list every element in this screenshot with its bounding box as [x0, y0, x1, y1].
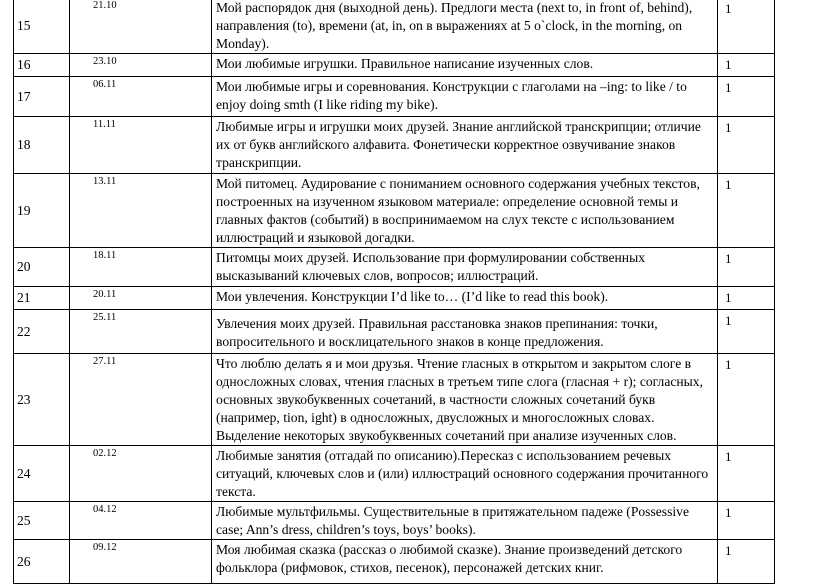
- table-row: [14, 502, 775, 540]
- lesson-date: 11.11: [70, 117, 212, 174]
- lesson-topic: Увлечения моих друзей. Правильная расстановка знаков препинания: точки, вопросительного и восклицательного знаков в конце предложения.: [212, 310, 718, 354]
- lesson-date: 04.12: [70, 502, 212, 540]
- lesson-topic: Любимые занятия (отгадай по описанию).Пересказ с использованием речевых ситуаций, ключевых слов и (или) иллюстраций основного содержания прочитанного текста.: [212, 446, 718, 502]
- lesson-hours: 1: [718, 77, 775, 117]
- lesson-date: 06.11: [70, 77, 212, 117]
- table-row: [14, 54, 775, 77]
- lesson-hours: 1: [718, 54, 775, 77]
- lesson-topic: Мои любимые игры и соревнования. Конструкции с глаголами на –ing: to like / to enjoy doing smth (I like riding my bike).: [212, 77, 718, 117]
- table-row: [14, 446, 775, 502]
- table-row: [14, 77, 775, 117]
- lesson-topic: Любимые мультфильмы. Существительные в притяжательном падеже (Possessive case; Ann’s dress, children’s toys, boys’ books).: [212, 502, 718, 540]
- lesson-date: 13.11: [70, 174, 212, 248]
- lesson-plan-table: [13, 0, 775, 584]
- lesson-hours: 1: [718, 117, 775, 174]
- lesson-hours: 1: [718, 0, 775, 54]
- lesson-topic: Моя любимая сказка (рассказ о любимой сказке). Знание произведений детского фольклора (рифмовок, стихов, песенок), персонажей детских книг.: [212, 540, 718, 584]
- lesson-number: 22: [14, 310, 70, 354]
- lesson-hours: 1: [718, 174, 775, 248]
- lesson-number: 24: [14, 446, 70, 502]
- lesson-number: 26: [14, 540, 70, 584]
- lesson-date: 23.10: [70, 54, 212, 77]
- table-row: [14, 540, 775, 584]
- lesson-number: 23: [14, 354, 70, 446]
- lesson-date: 27.11: [70, 354, 212, 446]
- table-row: [14, 0, 775, 54]
- lesson-hours: 1: [718, 310, 775, 354]
- lesson-hours: 1: [718, 502, 775, 540]
- lesson-number: 18: [14, 117, 70, 174]
- lesson-topic: Мой распорядок дня (выходной день). Предлоги места (next to, in front of, behind), направления (to), времени (at, in, on в выражениях at 5 o`clock, in the morning, on Monday).: [212, 0, 718, 54]
- lesson-date: 21.10: [70, 0, 212, 54]
- lesson-number: 17: [14, 77, 70, 117]
- lesson-date: 18.11: [70, 248, 212, 287]
- lesson-date: 20.11: [70, 287, 212, 310]
- lesson-date: 02.12: [70, 446, 212, 502]
- lesson-number: 25: [14, 502, 70, 540]
- lesson-hours: 1: [718, 354, 775, 446]
- table-row: [14, 354, 775, 446]
- lesson-hours: 1: [718, 540, 775, 584]
- table-row: [14, 310, 775, 354]
- table-row: [14, 117, 775, 174]
- lesson-hours: 1: [718, 446, 775, 502]
- table-row: [14, 287, 775, 310]
- lesson-number: 21: [14, 287, 70, 310]
- lesson-topic: Любимые игры и игрушки моих друзей. Знание английской транскрипции; отличие их от букв английского алфавита. Фонетически корректное озвучивание знаков транскрипции.: [212, 117, 718, 174]
- lesson-hours: 1: [718, 248, 775, 287]
- table-row: [14, 248, 775, 287]
- lesson-topic: Мои любимые игрушки. Правильное написание изученных слов.: [212, 54, 718, 77]
- lesson-date: 25.11: [70, 310, 212, 354]
- lesson-number: 20: [14, 248, 70, 287]
- lesson-topic: Питомцы моих друзей. Использование при формулировании собственных высказываний ключевых слов, вопросов; иллюстраций.: [212, 248, 718, 287]
- lesson-number: 19: [14, 174, 70, 248]
- table-row: [14, 174, 775, 248]
- lesson-topic: Что люблю делать я и мои друзья. Чтение гласных в открытом и закрытом слоге в односложных словах, чтения гласных в третьем типе слога (гласная + r); согласных, основных звукобуквенных сочетаний, в частности сложных сочетаний букв (например, tion, ight) в односложных, двусложных и многосложных словах. Выделение некоторых звукобуквенных сочетаний при анализе изученных слов.: [212, 354, 718, 446]
- lesson-number: 15: [14, 0, 70, 54]
- lesson-number: 16: [14, 54, 70, 77]
- lesson-topic: Мои увлечения. Конструкции I’d like to… (I’d like to read this book).: [212, 287, 718, 310]
- lesson-topic: Мой питомец. Аудирование с пониманием основного содержания учебных текстов, построенных на изученном языковом материале: определение основной темы и главных фактов (событий) в воспринимаемом на слух тексте с использованием иллюстраций и языковой догадки.: [212, 174, 718, 248]
- lesson-date: 09.12: [70, 540, 212, 584]
- lesson-hours: 1: [718, 287, 775, 310]
